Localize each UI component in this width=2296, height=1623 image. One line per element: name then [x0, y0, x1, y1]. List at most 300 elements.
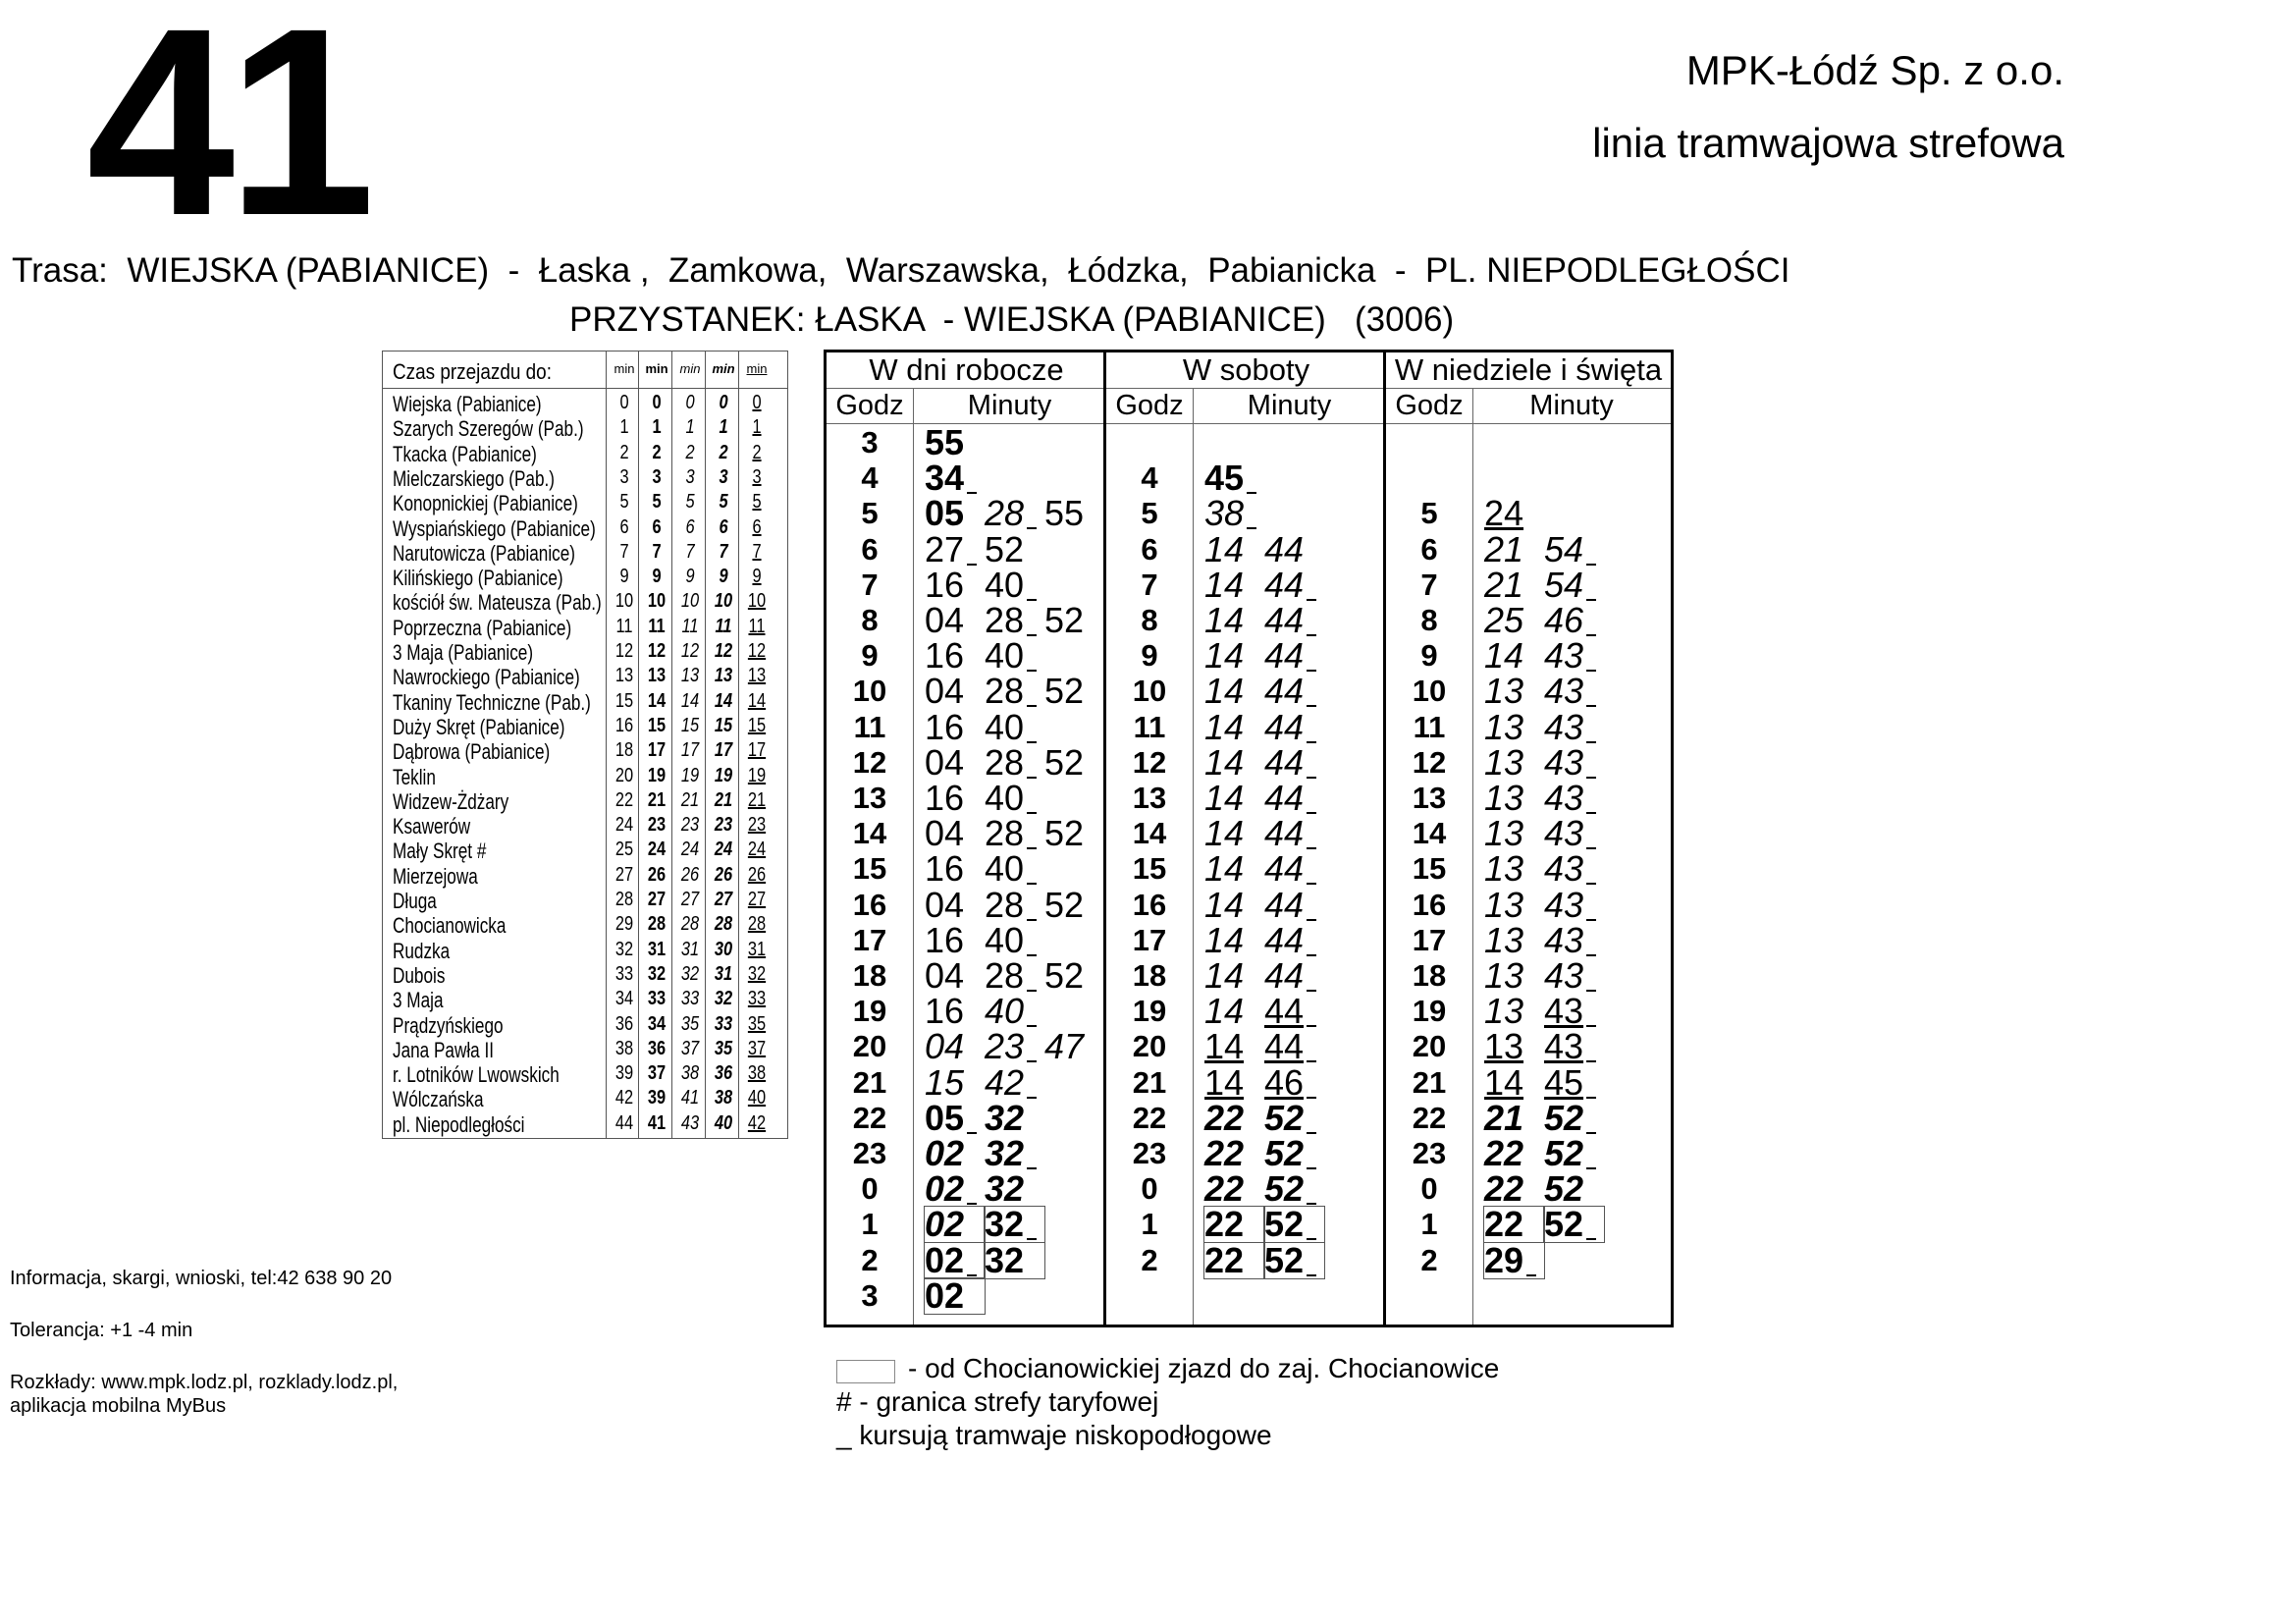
travel-time-cell: 5 [685, 491, 695, 514]
stop-name-cell: Widzew-Żdżary [393, 788, 509, 814]
departure-minute-value: 13 [1484, 919, 1524, 960]
minutes-cell [1484, 1097, 1604, 1138]
travel-row [383, 465, 787, 491]
minutes-cell [1484, 671, 1604, 712]
low-floor-marker [1027, 1238, 1037, 1240]
travel-col-header: min [746, 361, 768, 376]
departure-minute-value: 16 [925, 919, 965, 960]
departure-minute [925, 1239, 985, 1280]
stop-name-cell: 3 Maja [393, 988, 444, 1013]
travel-time-cell: 28 [747, 913, 767, 936]
departure-minute [1484, 884, 1544, 925]
departure-minute-value: 22 [1204, 1168, 1245, 1210]
departure-minute-value: 04 [925, 813, 965, 854]
departure-minute-value: 43 [1544, 1026, 1584, 1067]
low-floor-marker [1307, 1060, 1316, 1062]
departure-minute [1264, 1026, 1324, 1067]
travel-time-cell: 32 [647, 962, 667, 985]
minutes-header: Minuty [1529, 390, 1614, 421]
travel-time-cell: 3 [652, 465, 662, 488]
departure-minute [985, 1204, 1044, 1245]
departure-minute [1544, 741, 1604, 783]
departure-minute [925, 671, 985, 712]
travel-time-cell: 27 [614, 863, 634, 886]
hour-cell: 23 [1132, 1136, 1167, 1170]
departure-minute [1204, 528, 1264, 569]
minutes-cell [925, 884, 1104, 925]
hour-cell: 5 [861, 496, 879, 531]
low-floor-marker [1586, 1238, 1596, 1240]
travel-time-cell: 15 [614, 689, 634, 712]
hour-cell: 21 [1132, 1064, 1167, 1100]
departure-minute [985, 635, 1044, 676]
minutes-cell [1484, 884, 1604, 925]
departure-minute [985, 1097, 1044, 1138]
hour-header: Godz [1115, 390, 1184, 421]
departure-minute-value: 32 [985, 1239, 1025, 1280]
low-floor-marker [1027, 847, 1037, 849]
departure-minute [1544, 671, 1604, 712]
departure-minute [1204, 919, 1264, 960]
departure-minute [1204, 741, 1264, 783]
hour-cell: 2 [1420, 1242, 1438, 1277]
departure-minute-value: 16 [925, 635, 965, 676]
travel-time-cell: 16 [614, 714, 634, 736]
minutes-cell [1484, 741, 1604, 783]
hour-cell: 20 [1412, 1029, 1447, 1064]
low-floor-marker [1027, 990, 1037, 992]
travel-row [383, 888, 787, 913]
travel-row [383, 1037, 787, 1062]
minutes-cell [1204, 493, 1264, 534]
departure-minute-value: 40 [985, 778, 1025, 818]
departure-minute-value: 43 [1544, 741, 1584, 783]
low-floor-marker [1307, 741, 1316, 743]
departure-minute-value: 52 [1044, 671, 1085, 712]
departure-minute-value: 44 [1264, 884, 1305, 925]
hour-cell: 9 [1420, 638, 1438, 674]
departure-minute-value: 28 [985, 600, 1025, 640]
stop-name: PRZYSTANEK: ŁASKA - WIEJSKA (PABIANICE) (3006) [569, 300, 1455, 339]
departure-minute-value: 45 [1204, 458, 1245, 499]
travel-row [383, 689, 787, 715]
travel-time-cell: 25 [614, 839, 634, 861]
low-floor-marker [1307, 1097, 1316, 1099]
travel-time-cell: 21 [714, 788, 733, 811]
minutes-cell [925, 1061, 1044, 1103]
minutes-cell [925, 1133, 1044, 1173]
minutes-cell [1204, 1026, 1324, 1067]
departure-minute [1484, 1026, 1544, 1067]
stop-name-cell: Długa [393, 889, 437, 913]
departure-minute-value: 52 [1264, 1204, 1305, 1245]
minutes-cell [1204, 564, 1324, 605]
departure-minute-value: 55 [1044, 493, 1085, 534]
travel-time-cell: 7 [685, 540, 695, 563]
departure-minute [925, 884, 985, 925]
minutes-cell [1484, 848, 1604, 890]
low-floor-marker [1586, 634, 1596, 636]
hour-cell: 10 [1132, 674, 1167, 709]
departure-minute [1544, 1026, 1604, 1067]
minutes-cell [1204, 955, 1324, 996]
departure-minute [1484, 1168, 1544, 1210]
departure-minute-value: 52 [1544, 1168, 1584, 1210]
minutes-cell [1204, 741, 1324, 783]
hour-cell: 23 [1412, 1136, 1447, 1170]
minutes-cell [1204, 1168, 1324, 1210]
hour-cell: 13 [1132, 781, 1167, 815]
minutes-cell [1484, 919, 1604, 960]
departure-minute-value: 22 [1484, 1204, 1524, 1245]
departure-minute-value: 43 [1544, 991, 1584, 1032]
travel-time-cell: 5 [752, 491, 762, 514]
low-floor-marker [967, 492, 977, 494]
travel-time-cell: 2 [685, 441, 695, 463]
low-floor-marker [1586, 1060, 1596, 1062]
departure-minute-value: 13 [1484, 884, 1524, 925]
hour-cell: 10 [852, 674, 887, 709]
minutes-cell [1204, 600, 1324, 640]
departure-minute-value: 14 [1484, 635, 1524, 676]
travel-row [383, 589, 787, 615]
hour-cell: 12 [1412, 744, 1447, 780]
departure-minute [1204, 564, 1264, 605]
departure-minute [925, 1097, 985, 1138]
departure-minute-value: 52 [1264, 1168, 1305, 1210]
travel-time-cell: 12 [747, 640, 767, 662]
travel-time-cell: 26 [680, 863, 700, 886]
departure-minute-value: 44 [1264, 848, 1305, 890]
travel-time-cell: 32 [747, 962, 767, 985]
departure-minute [1484, 1133, 1544, 1173]
travel-time-cell: 6 [619, 515, 629, 538]
low-floor-marker [1307, 1025, 1316, 1027]
departure-minute-value: 22 [1484, 1133, 1524, 1173]
hour-cell: 23 [852, 1136, 887, 1170]
minutes-cell [1484, 955, 1604, 996]
departure-minute-value: 55 [925, 422, 965, 462]
departure-minute-value: 46 [1544, 600, 1584, 640]
hour-cell: 1 [861, 1207, 879, 1242]
travel-time-cell: 33 [680, 988, 700, 1010]
departure-minute-value: 14 [1204, 635, 1245, 676]
departure-minute [925, 991, 985, 1032]
travel-time-cell: 38 [680, 1062, 700, 1085]
stop-name-cell: Wólczańska [393, 1087, 484, 1112]
stop-name-cell: Teklin [393, 764, 436, 789]
travel-time-cell: 9 [652, 566, 662, 588]
hour-cell: 8 [1420, 603, 1438, 637]
travel-time-cell: 27 [747, 889, 767, 910]
departure-minute [1204, 1239, 1264, 1280]
hour-cell: 22 [852, 1100, 887, 1135]
departure-minute [925, 1274, 985, 1316]
minutes-cell [1204, 528, 1324, 569]
departure-minute-value: 13 [1484, 991, 1524, 1032]
departure-minute-value: 44 [1264, 671, 1305, 712]
travel-row [383, 615, 787, 640]
departure-minute-value: 13 [1484, 813, 1524, 854]
travel-row [383, 515, 787, 541]
departure-minute-value: 44 [1264, 706, 1305, 747]
minutes-cell [1204, 848, 1324, 890]
departure-minute-value: 14 [1204, 1061, 1245, 1103]
travel-time-cell: 3 [752, 465, 762, 488]
stop-name-cell: Rudzka [393, 938, 451, 963]
departure-minute-value: 43 [1544, 635, 1584, 676]
travel-time-cell: 31 [747, 938, 767, 960]
minutes-cell [1484, 600, 1604, 640]
travel-time-cell: 9 [619, 566, 629, 588]
travel-time-cell: 17 [647, 739, 667, 762]
travel-row [383, 490, 787, 515]
minutes-cell [1204, 1239, 1324, 1280]
hour-cell: 6 [1420, 531, 1438, 567]
minutes-cell [925, 528, 1044, 569]
departure-minute-value: 40 [985, 564, 1025, 605]
travel-row [383, 639, 787, 665]
departure-minute-value: 14 [1204, 671, 1245, 712]
departure-minute [985, 671, 1044, 712]
travel-time-cell: 31 [714, 962, 733, 985]
hour-cell: 7 [861, 567, 879, 602]
hour-divider [913, 388, 914, 1325]
minutes-cell [1204, 635, 1324, 676]
departure-minute [1264, 635, 1324, 676]
stop-name-cell: Ksawerów [393, 814, 471, 839]
low-floor-marker [1307, 1132, 1316, 1134]
departure-minute [1484, 564, 1544, 605]
travel-time-cell: 24 [647, 839, 667, 861]
stop-name-cell: Nawrockiego (Pabianice) [393, 665, 580, 690]
low-floor-marker [1027, 705, 1037, 707]
minutes-cell [1204, 1133, 1324, 1173]
departure-minute-value: 47 [1044, 1026, 1085, 1067]
departure-minute [925, 1061, 985, 1103]
minutes-cell [925, 1239, 1044, 1280]
departure-minute-value: 02 [925, 1204, 965, 1245]
travel-time-cell: 7 [719, 540, 728, 563]
low-floor-marker [1027, 670, 1037, 672]
travel-row [383, 441, 787, 466]
departure-minute [985, 528, 1044, 569]
departure-minute-value: 52 [1044, 884, 1085, 925]
departure-minute-value: 04 [925, 884, 965, 925]
low-floor-marker [1586, 1097, 1596, 1099]
low-floor-marker [1307, 670, 1316, 672]
hour-cell: 0 [1141, 1171, 1158, 1207]
departure-minute-value: 52 [1544, 1097, 1584, 1138]
low-floor-marker [1586, 564, 1596, 566]
travel-time-cell: 36 [647, 1037, 667, 1059]
travel-time-cell: 37 [647, 1062, 667, 1085]
hour-cell: 14 [852, 816, 887, 851]
hour-cell: 7 [1420, 567, 1438, 602]
low-floor-marker [1307, 1203, 1316, 1205]
departure-minute-value: 34 [925, 458, 965, 499]
minutes-cell [1484, 706, 1604, 747]
low-floor-marker [1027, 1025, 1037, 1027]
departure-minute-value: 14 [1204, 706, 1245, 747]
departure-minute-value: 14 [1204, 564, 1245, 605]
travel-time-cell: 11 [715, 615, 732, 637]
departure-minute-value: 04 [925, 741, 965, 783]
departure-minute-value: 14 [1204, 778, 1245, 818]
departure-minute-value: 44 [1264, 955, 1305, 996]
hour-header: Godz [835, 390, 904, 421]
departure-minute-value: 52 [1544, 1133, 1584, 1173]
travel-time-cell: 31 [680, 938, 700, 960]
travel-time-cell: 21 [747, 788, 767, 811]
travel-time-cell: 35 [714, 1037, 733, 1059]
departure-minute-value: 44 [1264, 991, 1305, 1032]
hour-cell: 12 [852, 744, 887, 780]
hour-cell: 7 [1141, 567, 1158, 602]
travel-time-cell: 15 [680, 714, 700, 736]
stop-name-cell: Dąbrowa (Pabianice) [393, 739, 551, 765]
travel-time-cell: 17 [747, 739, 767, 762]
hour-cell: 17 [852, 922, 887, 957]
departure-minute-value: 13 [1484, 955, 1524, 996]
departure-minute-value: 16 [925, 848, 965, 890]
departure-minute-value: 44 [1264, 919, 1305, 960]
departure-minute-value: 14 [1204, 1026, 1245, 1067]
minutes-cell [925, 848, 1044, 890]
minutes-cell [1204, 778, 1324, 818]
departure-minute-value: 21 [1484, 564, 1524, 605]
day-type-title: W niedziele i święta [1394, 352, 1663, 387]
hour-cell: 9 [861, 638, 879, 674]
travel-time-cell: 12 [714, 640, 733, 662]
departure-minute-value: 44 [1264, 600, 1305, 640]
minutes-cell [925, 1204, 1044, 1245]
stop-name-cell: Tkaniny Techniczne (Pab.) [393, 689, 591, 715]
minutes-cell [1484, 1133, 1604, 1173]
hour-cell: 4 [861, 460, 879, 496]
travel-time-cell: 10 [647, 590, 667, 613]
travel-time-cell: 27 [714, 889, 733, 910]
departure-minute [1544, 778, 1604, 818]
departure-minute [925, 1133, 985, 1173]
departure-minute-value: 27 [925, 528, 965, 569]
low-floor-marker [1247, 492, 1256, 494]
departure-minute-value: 54 [1544, 564, 1584, 605]
hour-cell: 11 [1413, 709, 1446, 744]
hour-cell: 6 [861, 531, 879, 567]
line-number: 41 [86, 0, 368, 271]
minutes-cell [1484, 991, 1604, 1032]
low-floor-marker [1586, 919, 1596, 921]
travel-time-cell: 37 [747, 1037, 767, 1059]
travel-col-header: min [712, 361, 735, 376]
travel-row [383, 664, 787, 689]
departure-minute-value: 43 [1544, 778, 1584, 818]
departure-minute-value: 43 [1544, 884, 1584, 925]
minutes-cell [1204, 991, 1324, 1032]
low-floor-marker [1586, 990, 1596, 992]
departure-minute-value: 43 [1544, 706, 1584, 747]
low-floor-marker [1027, 1167, 1037, 1169]
hour-header: Godz [1395, 390, 1464, 421]
stop-name-cell: Prądzyńskiego [393, 1012, 504, 1038]
departure-minute [1484, 741, 1544, 783]
travel-time-cell: 10 [614, 590, 634, 613]
departure-minute [1204, 706, 1264, 747]
departure-minute-value: 22 [1204, 1204, 1245, 1245]
departure-minute-value: 28 [985, 493, 1025, 534]
travel-time-cell: 13 [680, 665, 700, 687]
hour-cell: 18 [852, 958, 887, 993]
hour-cell: 20 [852, 1029, 887, 1064]
minutes-cell [1484, 1026, 1604, 1067]
tolerance-note: Tolerancja: +1 -4 min [10, 1320, 193, 1341]
travel-time-cell: 11 [681, 615, 699, 637]
travel-time-cell: 0 [652, 392, 662, 413]
low-floor-marker [967, 1203, 977, 1205]
travel-time-cell: 24 [747, 839, 767, 861]
departure-minute-value: 22 [1204, 1097, 1245, 1138]
travel-time-cell: 0 [685, 392, 695, 413]
departure-minute-value: 28 [985, 884, 1025, 925]
departure-minute [1544, 1168, 1604, 1210]
info-note: Informacja, skargi, wnioski, tel:42 638 90 20 [10, 1268, 393, 1289]
departure-minute-value: 52 [1044, 813, 1085, 854]
travel-time-cell: 44 [614, 1111, 634, 1134]
minutes-cell [925, 422, 985, 462]
travel-time-cell: 19 [680, 764, 700, 786]
hour-cell: 21 [852, 1064, 887, 1100]
departure-minute-value: 02 [925, 1133, 965, 1173]
departure-minute-value: 14 [1204, 600, 1245, 640]
minutes-cell [1204, 671, 1324, 712]
low-floor-marker [1307, 1167, 1316, 1169]
hour-cell: 4 [1141, 460, 1158, 496]
departure-minute-value: 14 [1204, 991, 1245, 1032]
travel-time-cell: 1 [752, 416, 762, 439]
minutes-cell [1204, 458, 1264, 499]
travel-row [383, 714, 787, 739]
travel-time-cell: 23 [747, 814, 767, 837]
travel-time-cell: 40 [714, 1111, 733, 1134]
departure-minute [1484, 1061, 1544, 1103]
minutes-cell [1484, 528, 1604, 569]
departure-minute [1484, 635, 1544, 676]
company-name: MPK-Łódź Sp. z o.o. [1685, 47, 2064, 93]
minutes-cell [925, 458, 985, 499]
departure-minute-value: 13 [1484, 706, 1524, 747]
minutes-cell [1484, 493, 1544, 534]
departure-minute [985, 1026, 1044, 1067]
minutes-cell [925, 741, 1104, 783]
travel-time-cell: 20 [614, 764, 634, 786]
departure-minute [985, 564, 1044, 605]
departure-minute-value: 14 [1204, 813, 1245, 854]
hour-cell: 15 [1412, 851, 1447, 887]
low-floor-marker [1586, 1025, 1596, 1027]
travel-time-cell: 28 [614, 889, 634, 910]
departure-minute [1484, 848, 1544, 890]
departure-minute [985, 778, 1044, 818]
departure-minute-value: 32 [985, 1133, 1025, 1173]
departure-minute-value: 28 [985, 813, 1025, 854]
departure-minute-value: 05 [925, 1097, 965, 1138]
departure-minute [1264, 671, 1324, 712]
hour-cell: 3 [861, 425, 879, 460]
stop-name-cell: Duży Skręt (Pabianice) [393, 714, 565, 739]
departure-minute [1484, 955, 1544, 996]
travel-time-cell: 28 [647, 913, 667, 936]
